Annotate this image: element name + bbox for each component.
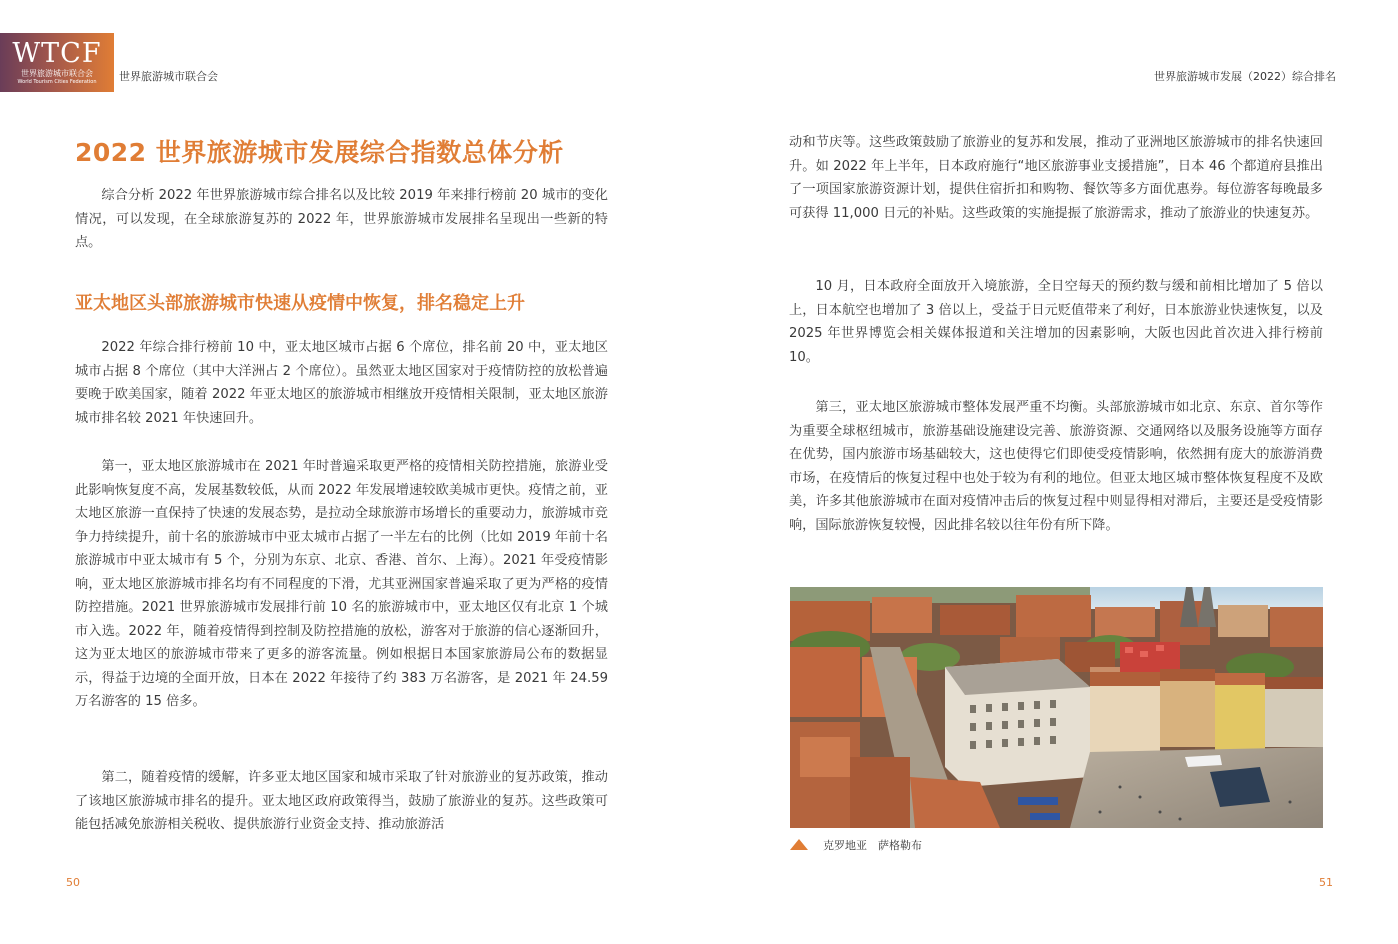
body-paragraph: 第三，亚太地区旅游城市整体发展严重不均衡。头部旅游城市如北京、东京、首尔等作为重要全球枢纽城市，旅游基础设施建设完善、旅游资源、交通网络以及服务设施等方面存在优势，国内旅游市场基础较大，这也使得它们即使受疫情影响，依然拥有庞大的旅游消费市场，在疫情后的恢复过程中也处于较为有利的地位。但亚太地区城市整体恢复程度不及欧美，许多其他旅游城市在面对疫情冲击后的恢复过程中则显得相对滞后，主要还是受疫情影响，国际旅游恢复较慢，因此排名较以往年份有所下降。: [789, 400, 1323, 533]
body-paragraph: 第一，亚太地区旅游城市在 2021 年时普遍采取更严格的疫情相关防控措施，旅游业受此影响恢复度不高，发展基数较低，从而 2022 年发展增速较欧美城市更快。疫情之前，亚太地区旅游一直保持了快速的发展态势，是拉动全球旅游市场增长的重要动力，旅游城市竞争力持续提升，前十名的旅游城市中亚太城市占据了一半左右的比例（比如 2019 年前十名旅游城市中亚太城市有 5 个，分别为东京、北京、香港、首尔、上海）。2021 年受疫情影响，亚太地区旅游城市排名均有不同程度的下滑，尤其亚洲国家普遍采取了更为严格的疫情防控措施。2021 世界旅游城市发展排行前 10 名的旅游城市中，亚太地区仅有北京 1 个城市入选。2022 年，随着疫情得到控制及防控措施的放松，游客对于旅游的信心逐渐回升，这为亚太地区的旅游城市带来了更多的游客流量。例如根据日本国家旅游局公布的数据显示，得益于边境的全面开放，日本在 2022 年接待了约 383 万名游客，是 2021 年 24.59 万名游客的 15 倍多。: [75, 459, 608, 709]
wtcf-logo: [0, 33, 114, 92]
photo-caption-text: 克罗地亚 萨格勒布: [823, 839, 922, 852]
body-paragraph: 2022 年综合排行榜前 10 中，亚太地区城市占据 6 个席位，排名前 20 中，亚太地区城市占据 8 个席位（其中大洋洲占 2 个席位）。虽然亚太地区国家对于疫情防控的放松普遍要晚于欧美国家，随着 2022 年亚太地区的旅游城市相继放开疫情相关限制，亚太地区旅游城市排名较 2021 年快速回升。: [75, 340, 608, 426]
body-paragraph-continued: 动和节庆等。这些政策鼓励了旅游业的复苏和发展，推动了亚洲地区旅游城市的排名快速回升。如 2022 年上半年，日本政府施行“地区旅游事业支援措施”，日本 46 个都道府县推出了一项国家旅游资源计划，提供住宿折扣和购物、餐饮等多方面优惠券。每位游客每晚最多可获得 11,000 日元的补贴。这些政策的实施提振了旅游需求，推动了旅游业的快速复苏。: [789, 135, 1323, 221]
page-number-left: 50: [66, 876, 80, 889]
logo-english-name: World Tourism Cities Federation: [17, 79, 97, 85]
logo-mark: WTCF: [12, 38, 102, 69]
intro-paragraph: 综合分析 2022 年世界旅游城市综合排名以及比较 2019 年来排行榜前 20 城市的变化情况，可以发现，在全球旅游复苏的 2022 年，世界旅游城市发展排名呈现出一些新的特点。: [75, 188, 608, 250]
triangle-icon: [790, 839, 808, 850]
body-paragraph: 第二，随着疫情的缓解，许多亚太地区国家和城市采取了针对旅游业的复苏政策，推动了该地区旅游城市排名的提升。亚太地区政府政策得当，鼓励了旅游业的复苏。这些政策可能包括减免旅游相关税收、提供旅游行业资金支持、推动旅游活: [75, 770, 608, 832]
logo-chinese-name: 世界旅游城市联合会: [21, 69, 93, 78]
header-left-label: 世界旅游城市联合会: [119, 70, 218, 83]
section-title: 2022 世界旅游城市发展综合指数总体分析: [75, 138, 564, 167]
body-paragraph: 10 月，日本政府全面放开入境旅游，全日空每天的预约数与缓和前相比增加了 5 倍以上，日本航空也增加了 3 倍以上，受益于日元贬值带来了利好，日本旅游业快速恢复，以及 2025 年世界博览会相关媒体报道和关注增加的因素影响，大阪也因此首次进入排行榜前 10。: [789, 279, 1323, 365]
header-right-label: 世界旅游城市发展（2022）综合排名: [1154, 70, 1336, 83]
city-aerial-photo: [790, 587, 1323, 828]
page-number-right: 51: [1319, 876, 1333, 889]
section-subtitle: 亚太地区头部旅游城市快速从疫情中恢复，排名稳定上升: [75, 293, 525, 314]
